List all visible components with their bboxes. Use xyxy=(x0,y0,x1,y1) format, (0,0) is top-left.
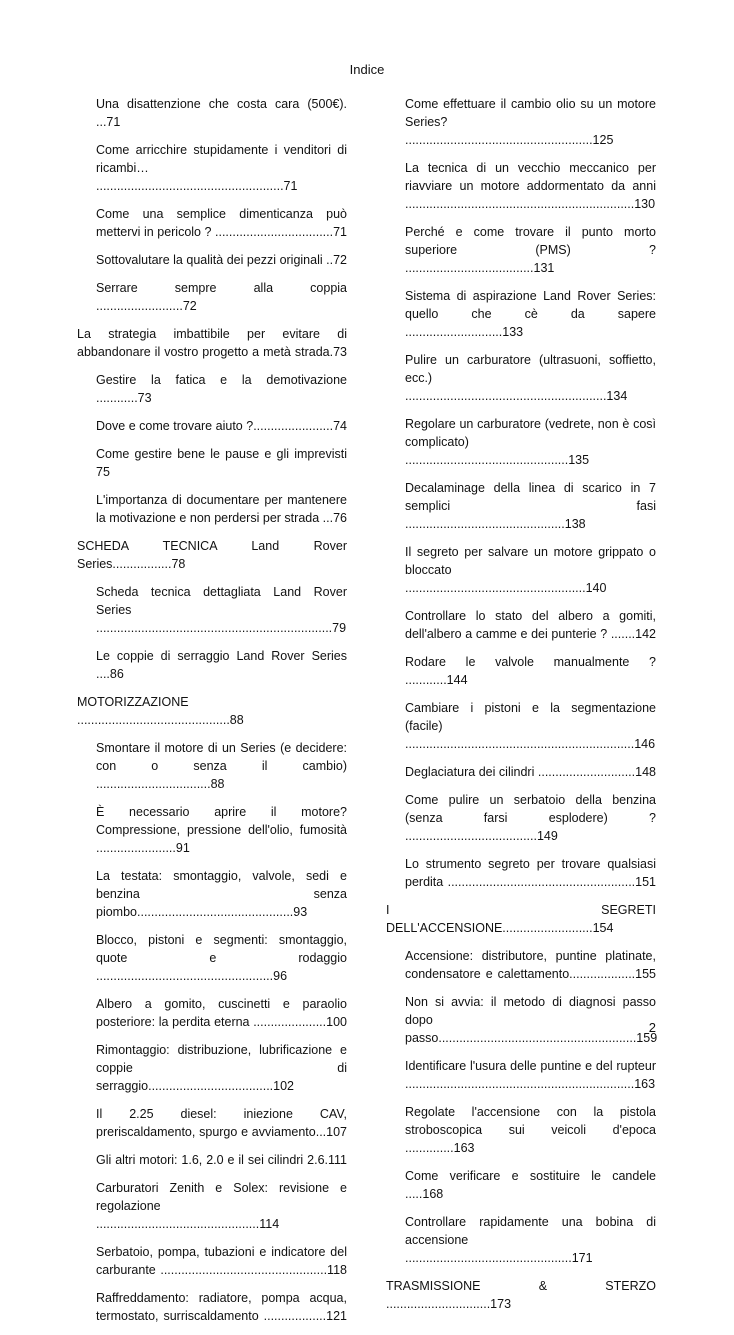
toc-entry: Come pulire un serbatoio della benzina (senza farsi esplodere) ? ......................................149 xyxy=(405,793,656,843)
page-number: 2 xyxy=(648,1020,656,1035)
toc-entry: Sottovalutare la qualità dei pezzi originali ..72 xyxy=(96,253,347,267)
toc-entry: Decalaminage della linea di scarico in 7 semplici fasi ..............................................138 xyxy=(405,481,656,531)
toc-entry: Come effettuare il cambio olio su un motore Series? ......................................................125 xyxy=(405,97,656,147)
page-title: Indice xyxy=(349,62,385,77)
toc-entry: Dove e come trovare aiuto ?.......................74 xyxy=(96,419,347,433)
toc-entry: Cambiare i pistoni e la segmentazione (facile) ..................................................................146 xyxy=(405,701,656,751)
toc-entry: Regolate l'accensione con la pistola stroboscopica sui veicoli d'epoca ..............163 xyxy=(405,1105,656,1155)
toc-left-column xyxy=(77,95,347,1335)
toc-entry: Perché e come trovare il punto morto superiore (PMS) ? .....................................131 xyxy=(405,225,656,275)
toc-section-entry: MOTORIZZAZIONE ............................................88 xyxy=(77,695,244,727)
toc-entry: Controllare rapidamente una bobina di accensione ................................................171 xyxy=(405,1215,656,1265)
toc-entry: Come verificare e sostituire le candele .....168 xyxy=(405,1169,656,1201)
toc-entry: La tecnica di un vecchio meccanico per riavviare un motore addormentato da anni ..................................................................130 xyxy=(405,161,656,211)
toc-entry: Accensione: distributore, puntine platinate, condensatore e calettamento...................155 xyxy=(405,949,656,981)
toc-entry: Serbatoio, pompa, tubazioni e indicatore del carburante ................................................118 xyxy=(96,1245,347,1277)
toc-entry: Identificare l'usura delle puntine e del rupteur ..................................................................163 xyxy=(405,1059,656,1091)
toc-entry: Deglaciatura dei cilindri ............................148 xyxy=(405,765,656,779)
toc-entry: Scheda tecnica dettagliata Land Rover Series ....................................................................79 xyxy=(96,585,347,635)
toc-entry: È necessario aprire il motore? Compressione, pressione dell'olio, fumosità .......................91 xyxy=(96,805,347,855)
toc-section-entry: La strategia imbattibile per evitare di abbandonare il vostro progetto a metà strada.73 xyxy=(77,327,347,359)
toc-entry: Non si avvia: il metodo di diagnosi passo dopo passo.........................................................159 xyxy=(405,995,658,1045)
toc-entry: Rodare le valvole manualmente ? ............144 xyxy=(405,655,656,687)
toc-right-column xyxy=(386,95,656,1323)
toc-entry: La testata: smontaggio, valvole, sedi e benzina senza piombo.............................................93 xyxy=(96,869,347,919)
toc-entry: Gli altri motori: 1.6, 2.0 e il sei cilindri 2.6.111 xyxy=(96,1153,347,1167)
toc-entry: Controllare lo stato del albero a gomiti, dell'albero a camme e dei punterie ? .......142 xyxy=(405,609,656,641)
toc-section-entry: I SEGRETI DELL'ACCENSIONE..........................154 xyxy=(386,903,656,935)
toc-entry: Il 2.25 diesel: iniezione CAV, preriscaldamento, spurgo e avviamento...107 xyxy=(96,1107,347,1139)
toc-section-entry: SCHEDA TECNICA Land Rover Series.................78 xyxy=(77,539,347,571)
toc-entry: Raffreddamento: radiatore, pompa acqua, termostato, surriscaldamento ..................121 xyxy=(96,1291,347,1323)
toc-entry: Una disattenzione che costa cara (500€). ...71 xyxy=(96,97,347,129)
toc-entry: Come gestire bene le pause e gli imprevisti 75 xyxy=(96,447,347,479)
toc-entry: Rimontaggio: distribuzione, lubrificazione e coppie di serraggio....................................102 xyxy=(96,1043,347,1093)
toc-entry: Le coppie di serraggio Land Rover Series ....86 xyxy=(96,649,347,681)
toc-entry: Pulire un carburatore (ultrasuoni, soffietto, ecc.) ..........................................................134 xyxy=(405,353,656,403)
toc-entry: Il segreto per salvare un motore grippato o bloccato ....................................................140 xyxy=(405,545,656,595)
toc-entry: L'importanza di documentare per mantenere la motivazione e non perdersi per strada ...76 xyxy=(96,493,347,525)
toc-entry: Blocco, pistoni e segmenti: smontaggio, quote e rodaggio ...................................................96 xyxy=(96,933,347,983)
toc-entry: Albero a gomito, cuscinetti e paraolio posteriore: la perdita eterna .....................100 xyxy=(96,997,347,1029)
toc-entry: Come arricchire stupidamente i venditori di ricambi… ......................................................71 xyxy=(96,143,347,193)
toc-entry: Smontare il motore di un Series (e decidere: con o senza il cambio) .................................88 xyxy=(96,741,347,791)
toc-entry: Serrare sempre alla coppia .........................72 xyxy=(96,281,347,313)
toc-entry: Come una semplice dimenticanza può mettervi in pericolo ? ..................................71 xyxy=(96,207,347,239)
toc-entry: Sistema di aspirazione Land Rover Series: quello che cè da sapere ............................133 xyxy=(405,289,656,339)
toc-section-entry: TRASMISSIONE & STERZO ..............................173 xyxy=(386,1279,656,1311)
toc-entry: Lo strumento segreto per trovare qualsiasi perdita ......................................................151 xyxy=(405,857,656,889)
toc-entry: Gestire la fatica e la demotivazione ............73 xyxy=(96,373,347,405)
toc-entry: Regolare un carburatore (vedrete, non è così complicato) ...............................................135 xyxy=(405,417,656,467)
toc-entry: Carburatori Zenith e Solex: revisione e regolazione ...............................................114 xyxy=(96,1181,347,1231)
